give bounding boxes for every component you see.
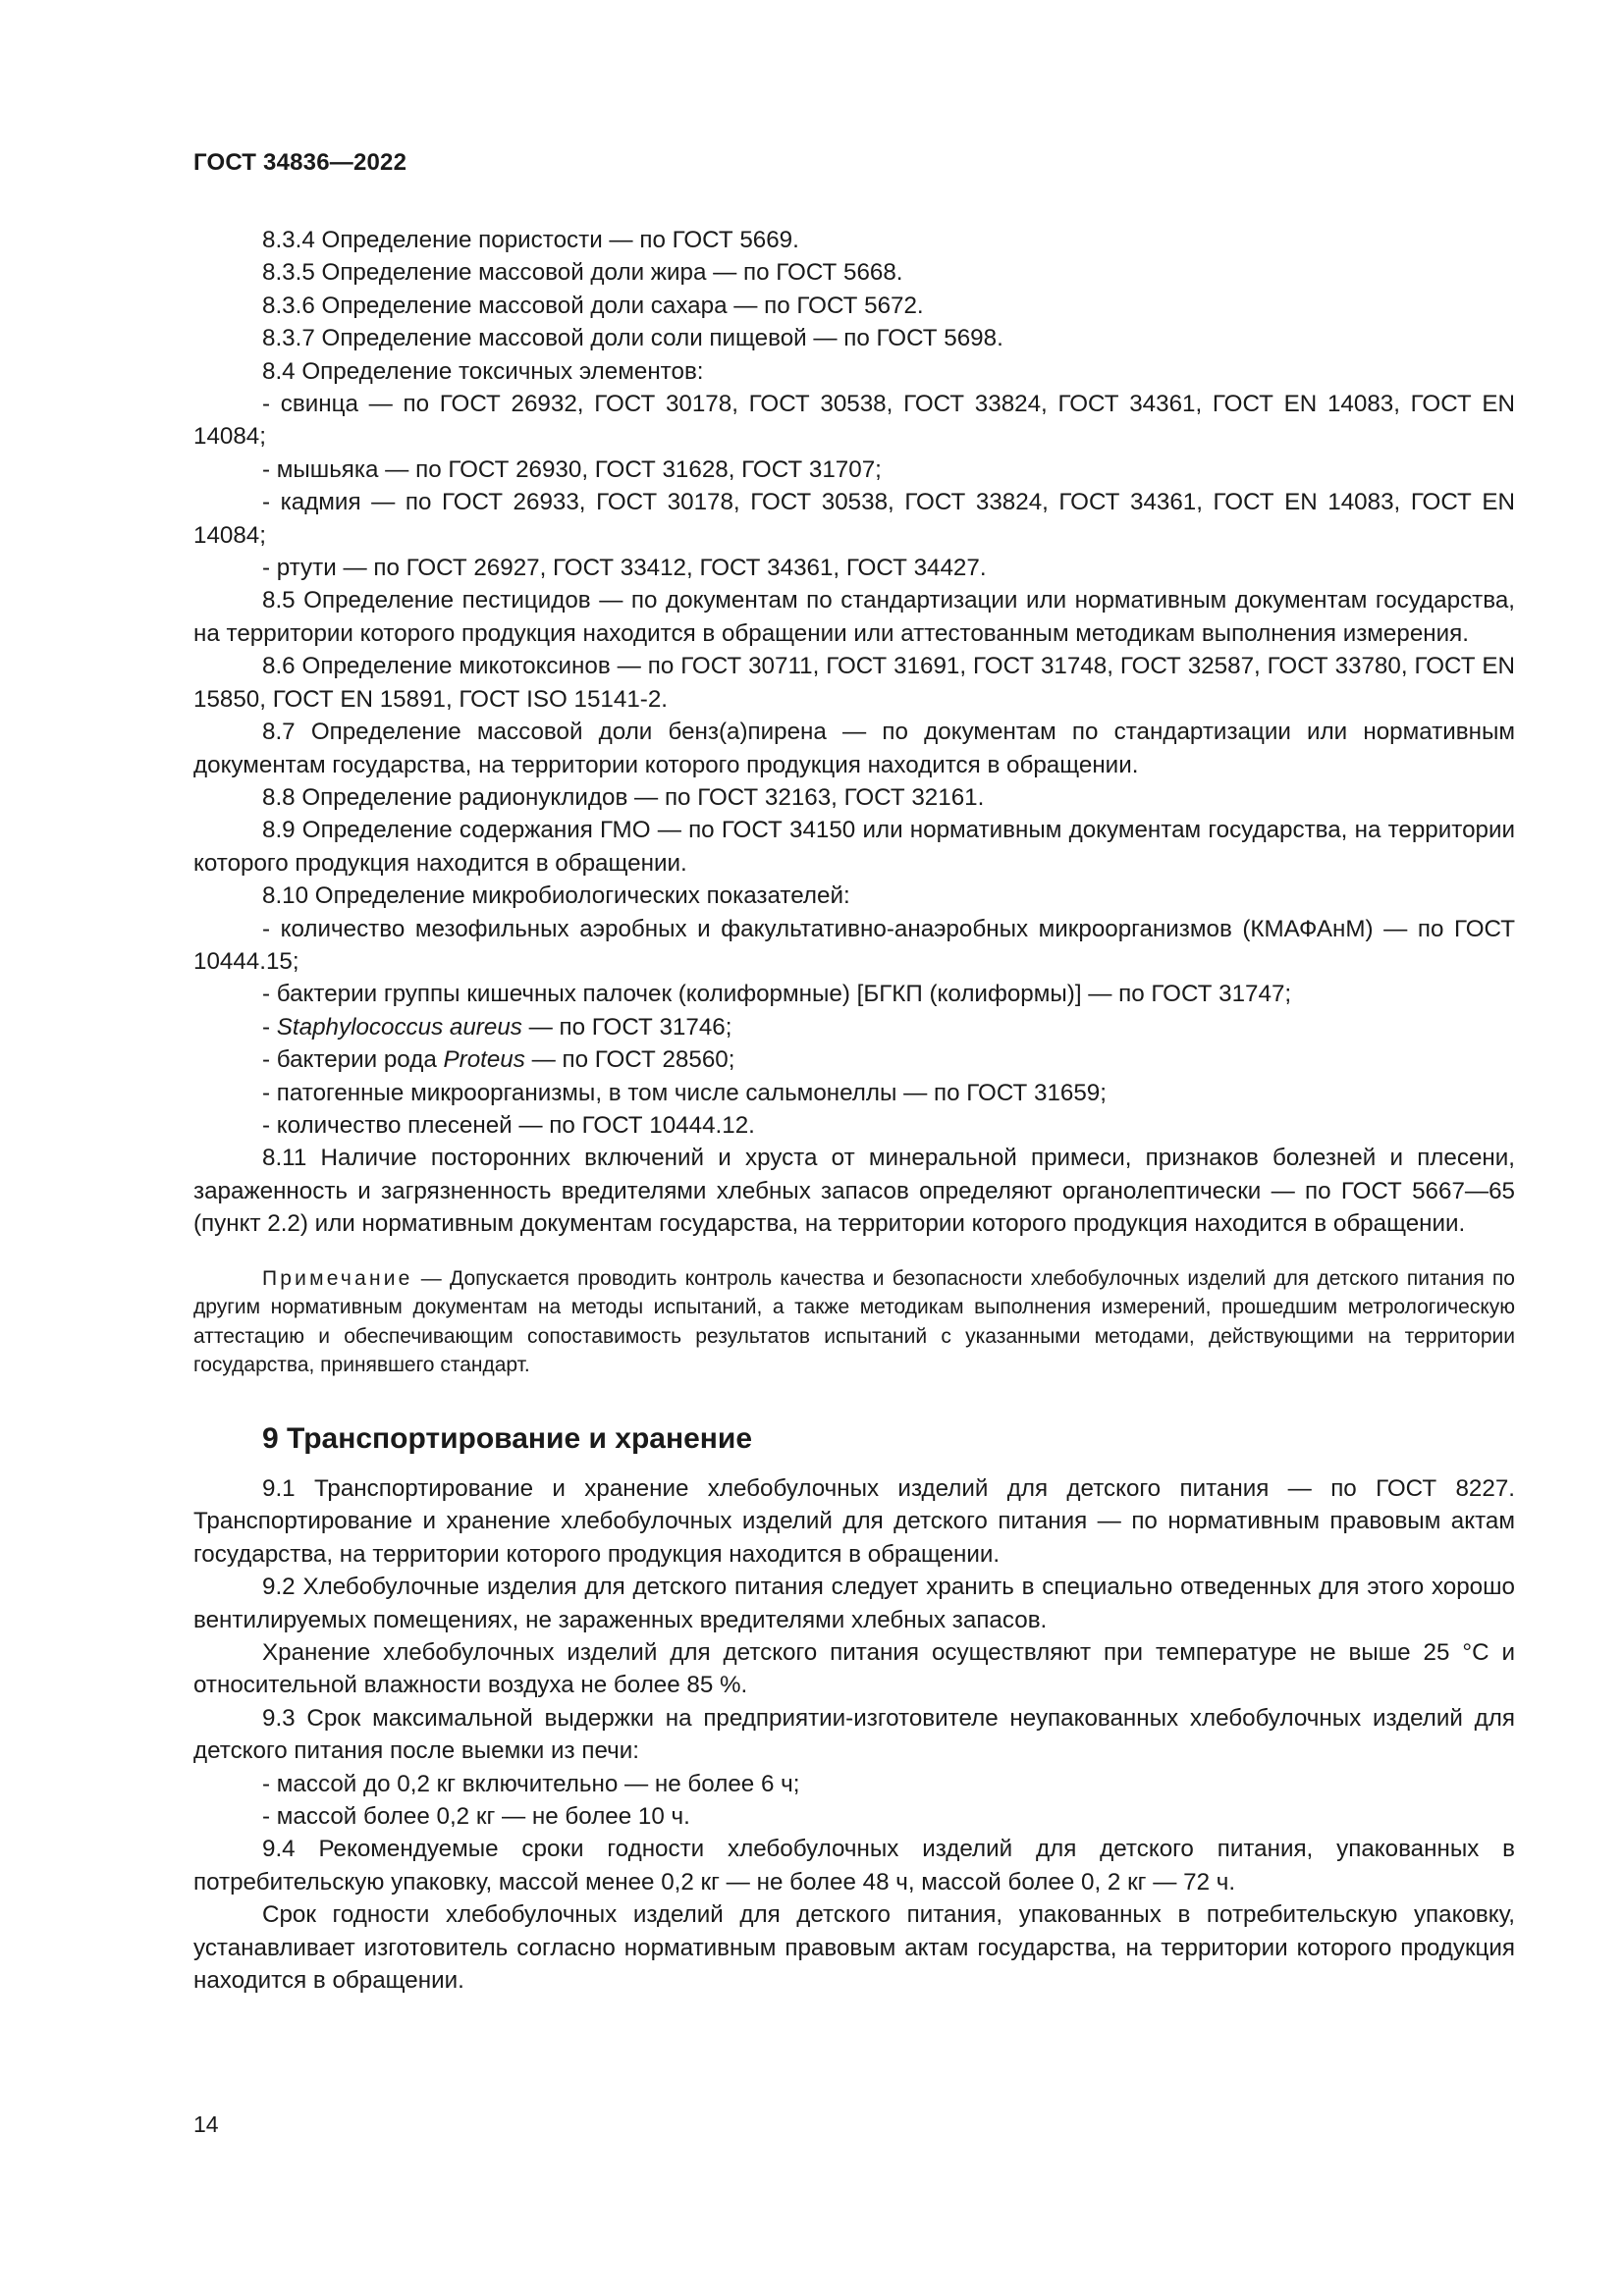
paragraph-9-4: 9.4 Рекомендуемые сроки годности хлебобулочных изделий для детского питания, упакованных в потребительскую упаковку, массой менее 0,2 кг — не более 48 ч, массой более 0, 2 кг — 72 ч. bbox=[193, 1836, 1515, 1896]
note-text: — Допускается проводить контроль качества и безопасности хлебобулочных изделий для детского питания по другим нормативным документам на методы испытаний, а также методикам выполнения измерений, прошедшим метрологическую аттестацию и обеспечивающим сопоставимость результатов испытаний с указанными методами, действующими на территории государства, принявшего стандарт. bbox=[193, 1266, 1515, 1377]
list-item-arsenic: - мышьяка — по ГОСТ 26930, ГОСТ 31628, ГОСТ 31707; bbox=[193, 454, 1515, 486]
list-item-pathogens: - патогенные микроорганизмы, в том числе сальмонеллы — по ГОСТ 31659; bbox=[193, 1077, 1515, 1109]
species-name: Staphylococcus aureus bbox=[276, 1013, 522, 1041]
list-item-proteus bbox=[193, 1043, 1515, 1076]
genus-name: Proteus bbox=[443, 1046, 525, 1074]
list-item-staphylococcus bbox=[193, 1011, 1515, 1043]
list-item-kmafanm: - количество мезофильных аэробных и факультативно-анаэробных микроорганизмов (КМАФАнМ) — по ГОСТ 10444.15; bbox=[193, 913, 1515, 979]
list-item-text: бактерии рода bbox=[276, 1046, 444, 1074]
paragraph-8-3-4: 8.3.4 Определение пористости — по ГОСТ 5669. bbox=[262, 227, 799, 253]
list-item-molds: - количество плесеней — по ГОСТ 10444.12. bbox=[193, 1109, 1515, 1142]
paragraph-8-3-5: 8.3.5 Определение массовой доли жира — по ГОСТ 5668. bbox=[262, 259, 903, 287]
paragraph-8-10: 8.10 Определение микробиологических показателей: bbox=[262, 882, 850, 910]
paragraph-9-3: 9.3 Срок максимальной выдержки на предприятии-изготовителе неупакованных хлебобулочных изделий для детского питания после выемки из печи: bbox=[193, 1704, 1515, 1765]
paragraph-8-8: 8.8 Определение радионуклидов — по ГОСТ 32163, ГОСТ 32161. bbox=[262, 783, 985, 811]
paragraph-8-9: 8.9 Определение содержания ГМО — по ГОСТ 34150 или нормативным документам государства, на территории которого продукция находится в обращении. bbox=[193, 817, 1515, 877]
paragraph-8-7: 8.7 Определение массовой доли бенз(а)пирена — по документам по стандартизации или нормативным документам государства, на территории которого продукция находится в обращении. bbox=[193, 719, 1515, 778]
list-item-mass-over: - массой более 0,2 кг — не более 10 ч. bbox=[193, 1800, 1515, 1833]
paragraph-9-2: 9.2 Хлебобулочные изделия для детского питания следует хранить в специально отведенных для этого хорошо вентилируемых помещениях, не зараженных вредителями хлебных запасов. bbox=[193, 1574, 1515, 1633]
paragraph-8-4: 8.4 Определение токсичных элементов: bbox=[262, 357, 704, 385]
list-item-text: — по ГОСТ 31746; bbox=[521, 1013, 732, 1041]
list-item-mercury: - ртути — по ГОСТ 26927, ГОСТ 33412, ГОСТ 34361, ГОСТ 34427. bbox=[193, 552, 1515, 584]
paragraph-8-3-6: 8.3.6 Определение массовой доли сахара — по ГОСТ 5672. bbox=[262, 292, 924, 319]
paragraph-8-5: 8.5 Определение пестицидов — по документам по стандартизации или нормативным документам государства, на территории которого продукция находится в обращении или аттестованным методикам выполнения измерения. bbox=[193, 587, 1515, 647]
paragraph-storage-temperature: Хранение хлебобулочных изделий для детского питания осуществляют при температуре не выше 25 °С и относительной влажности воздуха не более 85 %. bbox=[193, 1639, 1515, 1699]
document-body bbox=[193, 224, 1515, 1997]
list-item-bgkp: - бактерии группы кишечных палочек (колиформные) [БГКП (колиформы)] — по ГОСТ 31747; bbox=[193, 978, 1515, 1010]
list-item-text: — по ГОСТ 28560; bbox=[524, 1046, 735, 1074]
note-label: Примечание bbox=[262, 1266, 413, 1290]
page-number: 14 bbox=[193, 2111, 219, 2137]
paragraph-8-11: 8.11 Наличие посторонних включений и хруста от минеральной примеси, признаков болезней и плесени, зараженность и загрязненность вредителями хлебных запасов определяют органолептически — по ГОСТ 5667—65 (пункт 2.2) или нормативным документам государства, на территории которого продукция находится в обращении. bbox=[193, 1145, 1515, 1238]
document-header: ГОСТ 34836—2022 bbox=[193, 149, 407, 176]
list-item-cadmium: - кадмия — по ГОСТ 26933, ГОСТ 30178, ГОСТ 30538, ГОСТ 33824, ГОСТ 34361, ГОСТ EN 14083, ГОСТ EN 14084; bbox=[193, 486, 1515, 552]
note bbox=[193, 1264, 1515, 1380]
list-item-mass-up-to: - массой до 0,2 кг включительно — не более 6 ч; bbox=[193, 1768, 1515, 1800]
paragraph-8-3-7: 8.3.7 Определение массовой доли соли пищевой — по ГОСТ 5698. bbox=[262, 325, 1003, 352]
section-heading-9: 9 Транспортирование и хранение bbox=[262, 1421, 753, 1455]
list-item-lead: - свинца — по ГОСТ 26932, ГОСТ 30178, ГОСТ 30538, ГОСТ 33824, ГОСТ 34361, ГОСТ EN 14083, ГОСТ EN 14084; bbox=[193, 388, 1515, 454]
paragraph-9-1: 9.1 Транспортирование и хранение хлебобулочных изделий для детского питания — по ГОСТ 8227. Транспортирование и хранение хлебобулочных изделий для детского питания — по нормативным правовым актам государства, на территории которого продукция находится в обращении. bbox=[193, 1474, 1515, 1568]
paragraph-shelf-life: Срок годности хлебобулочных изделий для детского питания, упакованных в потребительскую упаковку, устанавливает изготовитель согласно нормативным правовым актам государства, на территории которого продукция находится в обращении. bbox=[193, 1901, 1515, 1995]
paragraph-8-6: 8.6 Определение микотоксинов — по ГОСТ 30711, ГОСТ 31691, ГОСТ 31748, ГОСТ 32587, ГОСТ 33780, ГОСТ EN 15850, ГОСТ EN 15891, ГОСТ ISO 15141-2. bbox=[193, 653, 1515, 713]
